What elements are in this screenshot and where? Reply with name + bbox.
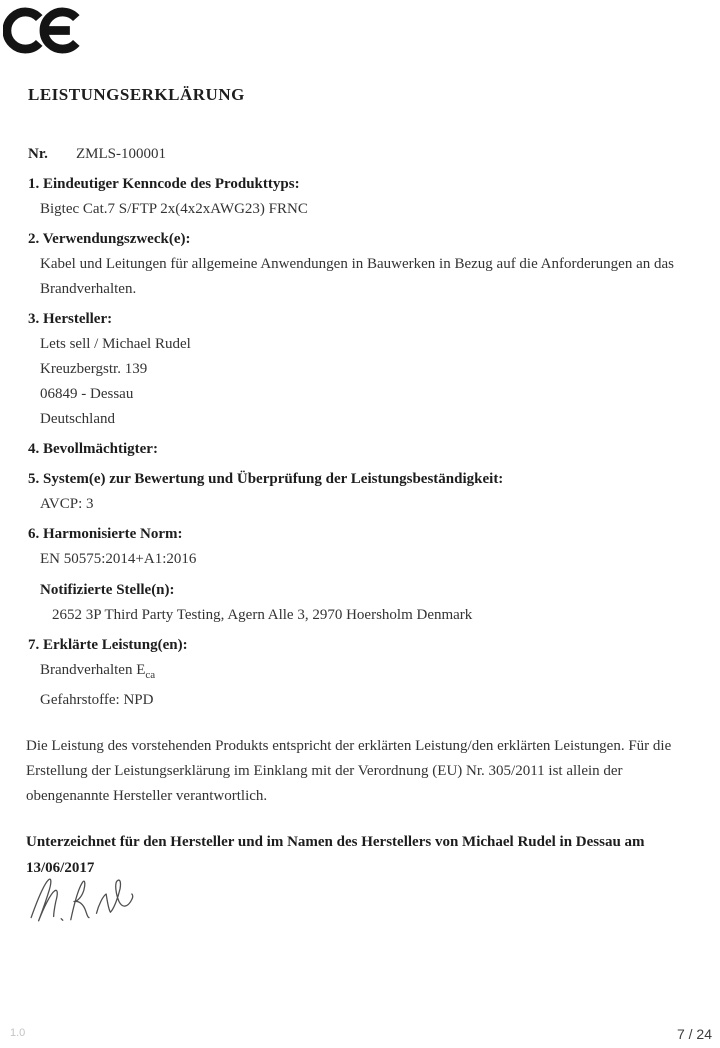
ce-mark-icon: [3, 2, 85, 64]
hazardous-substances-line: Gefahrstoffe: NPD: [40, 692, 154, 708]
section-avcp-system: [0, 467, 720, 517]
section-heading: 5. System(e) zur Bewertung und Überprüfung der Leistungsbeständigkeit:: [28, 471, 504, 487]
manufacturer-street: Kreuzbergstr. 139: [40, 361, 148, 377]
section-authorized-representative: [0, 437, 720, 462]
section-harmonised-standard: [0, 522, 720, 628]
section-heading: 1. Eindeutiger Kenncode des Produkttyps:: [28, 176, 300, 192]
number-value: ZMLS-100001: [76, 146, 166, 162]
section-product-code: [0, 172, 720, 222]
avcp-value: AVCP: 3: [40, 496, 94, 512]
section-manufacturer: [0, 307, 720, 432]
section-intended-use: [0, 227, 720, 302]
number-label: Nr.: [28, 146, 48, 162]
notified-body-details: 2652 3P Third Party Testing, Agern Alle 3, 2970 Hoersholm Denmark: [52, 607, 473, 623]
page-indicator: 7 / 24: [676, 1026, 712, 1042]
product-type-code: Bigtec Cat.7 S/FTP 2x(4x2xAWG23) FRNC: [40, 201, 308, 217]
section-heading: 3. Hersteller:: [28, 311, 113, 327]
section-declared-performance: [0, 633, 720, 713]
handwritten-signature-image: [24, 864, 139, 929]
responsibility-statement: Die Leistung des vorstehenden Produkts entspricht der erklärten Leistung/den erklärten Leistungen. Für die Erstellung der Leistungserklärung im Einklang mit der Verordnung (EU) Nr. 305/2011 ist allein der obengenannte Hersteller verantwortlich.: [26, 738, 672, 804]
section-heading: 2. Verwendungszweck(e):: [28, 231, 191, 247]
fire-performance-label: Brandverhalten E: [40, 662, 146, 678]
signature-statement: Unterzeichnet für den Hersteller und im Namen des Herstellers von Michael Rudel in Dessau am 13/06/2017: [26, 834, 645, 876]
manufacturer-country: Deutschland: [40, 411, 115, 427]
manufacturer-name: Lets sell / Michael Rudel: [40, 336, 191, 352]
section-heading: 6. Harmonisierte Norm:: [28, 526, 183, 542]
manufacturer-city: 06849 - Dessau: [40, 386, 134, 402]
page-title: LEISTUNGSERKLÄRUNG: [28, 85, 245, 104]
standard-reference: EN 50575:2014+A1:2016: [40, 551, 197, 567]
fire-performance-line: [40, 658, 695, 688]
notified-body-heading: Notifizierte Stelle(n):: [40, 582, 175, 598]
intended-use-text: Kabel und Leitungen für allgemeine Anwendungen in Bauwerken in Bezug auf die Anforderungen an das Brandverhalten.: [40, 256, 674, 297]
section-heading: 4. Bevollmächtigter:: [28, 441, 158, 457]
fire-class-subscript: ca: [145, 669, 156, 681]
document-version: 1.0: [10, 1027, 26, 1039]
document-number-row: [28, 142, 720, 167]
section-heading: 7. Erklärte Leistung(en):: [28, 637, 188, 653]
